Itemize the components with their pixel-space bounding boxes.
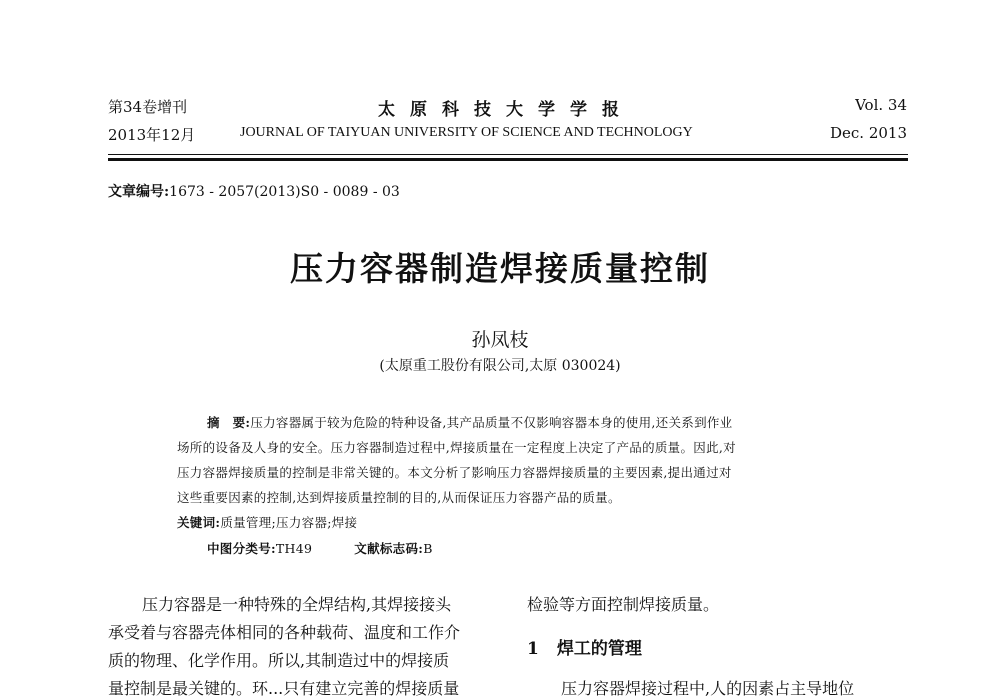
article-number	[108, 181, 400, 201]
clc-label: 中图分类号:	[207, 541, 276, 556]
author-name: 孙凤枝	[471, 329, 529, 351]
keywords-label: 关键词:	[177, 515, 221, 530]
section-number: 1	[527, 639, 539, 659]
header-rule-thick	[108, 158, 908, 161]
date-cn: 2013年12月	[108, 126, 196, 144]
article-number-value: 1673 - 2057(2013)S0 - 0089 - 03	[169, 184, 400, 200]
date-en: Dec. 2013	[829, 124, 907, 142]
classification	[207, 539, 433, 557]
journal-title-en: JOURNAL OF TAIYUAN UNIVERSITY OF SCIENCE AND TECHNOLOGY	[240, 125, 693, 140]
body-right-line-3: 压力容器焊接过程中,人的因素占主导地位	[561, 679, 855, 698]
abstract-text-1: 压力容器属于较为危险的特种设备,其产品质量不仅影响容器本身的使用,还关系到作业	[250, 415, 733, 430]
author-affiliation: (太原重工股份有限公司,太原 030024)	[379, 358, 621, 374]
header-rule-thin	[108, 154, 908, 155]
body-left-line-1: 压力容器是一种特殊的全焊结构,其焊接接头	[142, 595, 452, 614]
abstract-line-4: 这些重要因素的控制,达到焊接质量控制的目的,从而保证压力容器产品的质量。	[177, 490, 621, 505]
abstract-line-3: 压力容器焊接质量的控制是非常关键的。本文分析了影响压力容器焊接质量的主要因素,提出通过对	[177, 465, 732, 480]
doc-code-value: B	[423, 541, 433, 556]
abstract-line-1	[207, 413, 732, 431]
journal-title-cn: 太原科技大学学报	[378, 100, 634, 120]
abstract-label: 摘 要:	[207, 415, 251, 430]
volume-cn: 第34卷增刊	[108, 98, 188, 116]
body-left-line-4: 量控制是最关键的。环...只有建立完善的焊接质量	[108, 679, 460, 698]
abstract-line-2: 场所的设备及人身的安全。压力容器制造过程中,焊接质量在一定程度上决定了产品的质量。因此,对	[177, 440, 736, 455]
body-left-line-3: 质的物理、化学作用。所以,其制造过中的焊接质	[108, 651, 450, 670]
doc-code-label: 文献标志码:	[354, 541, 424, 556]
article-number-label: 文章编号:	[108, 184, 170, 200]
keywords	[177, 513, 357, 531]
volume-en: Vol. 34	[855, 96, 907, 114]
paper-title: 压力容器制造焊接质量控制	[290, 249, 710, 288]
keywords-value: 质量管理;压力容器;焊接	[220, 515, 358, 530]
body-right-line-1: 检验等方面控制焊接质量。	[527, 595, 720, 614]
section-heading	[527, 634, 642, 659]
body-left-line-2: 承受着与容器壳体相同的各种载荷、温度和工作介	[108, 623, 461, 642]
section-title: 焊工的管理	[556, 639, 642, 659]
clc-value: TH49	[275, 541, 313, 556]
